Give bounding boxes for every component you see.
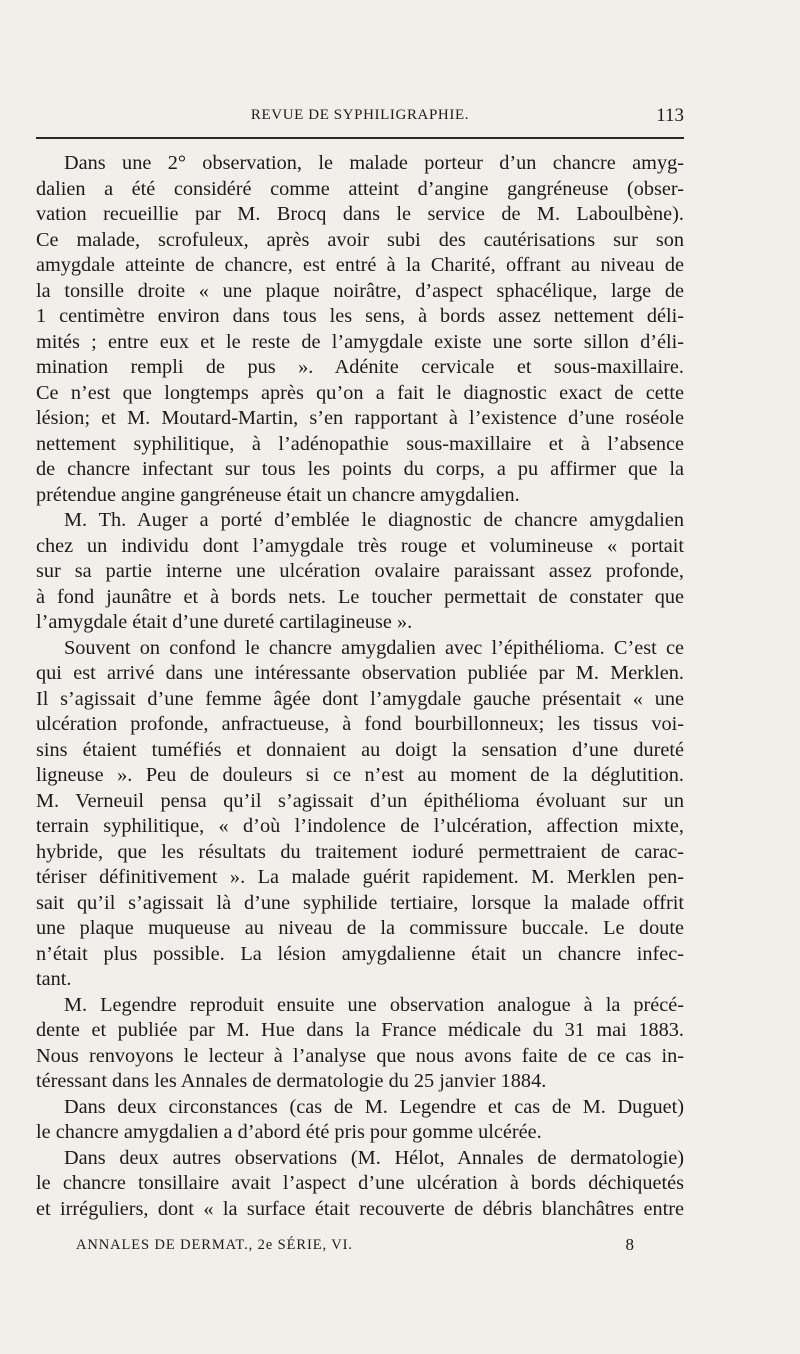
text-line: ligneuse ». Peu de douleurs si ce n’est au moment de la déglutition. bbox=[36, 764, 684, 786]
text-line: tant. bbox=[36, 968, 72, 990]
text-line: lésion; et M. Moutard-Martin, s’en rapportant à l’existence d’une roséole bbox=[36, 407, 684, 429]
signature-line: ANNALES DE DERMAT., 2e SÉRIE, VI. bbox=[76, 1237, 353, 1253]
text-line: mités ; entre eux et le reste de l’amygdale existe une sorte sillon d’éli- bbox=[36, 330, 684, 353]
text-line: le chancre amygdalien a d’abord été pris pour gomme ulcérée. bbox=[36, 1121, 542, 1143]
text-line: M. Legendre reproduit ensuite une observation analogue à la précé- bbox=[64, 993, 684, 1016]
text-line: de chancre infectant sur tous les points du corps, a pu affirmer que la bbox=[36, 458, 684, 480]
signature-mark: 8 bbox=[625, 1235, 634, 1254]
running-head bbox=[36, 105, 684, 129]
text-line: téressant dans les Annales de dermatologie du 25 janvier 1884. bbox=[36, 1070, 547, 1092]
text-line: Dans deux autres observations (M. Hélot, Annales de dermatologie) bbox=[64, 1146, 684, 1169]
text-line: sur sa partie interne une ulcération ovalaire paraissant assez profonde, bbox=[36, 560, 684, 582]
footer bbox=[36, 1235, 684, 1259]
text-line: une plaque muqueuse au niveau de la commissure buccale. Le doute bbox=[36, 917, 684, 939]
text-line: et irréguliers, dont « la surface était recouverte de débris blanchâtres entre bbox=[36, 1197, 684, 1220]
page-number: 113 bbox=[656, 105, 684, 126]
header-rule bbox=[36, 137, 684, 139]
text-line: Dans une 2° observation, le malade porteur d’un chancre amyg- bbox=[64, 152, 684, 174]
text-line: Nous renvoyons le lecteur à l’analyse que nous avons faite de ce cas in- bbox=[36, 1044, 684, 1067]
text-line: la tonsille droite « une plaque noirâtre, d’aspect sphacélique, large de bbox=[36, 279, 684, 302]
text-line: nettement syphilitique, à l’adénopathie sous-maxillaire et à l’absence bbox=[36, 432, 684, 455]
text-line: chez un individu dont l’amygdale très rouge et volumineuse « portait bbox=[36, 534, 684, 557]
text-line: ulcération profonde, anfractueuse, à fond bourbillonneux; les tissus voi- bbox=[36, 713, 684, 735]
text-line: dalien a été considéré comme atteint d’angine gangréneuse (obser- bbox=[36, 177, 684, 200]
text-line: hybride, que les résultats du traitement ioduré permettraient de carac- bbox=[36, 840, 684, 863]
text-line: n’était plus possible. La lésion amygdalienne était un chancre infec- bbox=[36, 942, 684, 965]
text-line: M. Th. Auger a porté d’emblée le diagnostic de chancre amygdalien bbox=[64, 509, 684, 531]
body-text bbox=[36, 151, 684, 1222]
text-line: Ce n’est que longtemps après qu’on a fait le diagnostic exact de cette bbox=[36, 381, 684, 404]
text-line: sins étaient tuméfiés et donnaient au doigt la sensation d’une dureté bbox=[36, 738, 684, 761]
text-line: sait qu’il s’agissait là d’une syphilide tertiaire, lorsque la malade offrit bbox=[36, 891, 684, 914]
text-line: à fond jaunâtre et à bords nets. Le toucher permettait de constater que bbox=[36, 585, 684, 608]
text-line: l’amygdale était d’une dureté cartilagineuse ». bbox=[36, 611, 413, 633]
text-line: prétendue angine gangréneuse était un chancre amygdalien. bbox=[36, 483, 520, 506]
text-line: M. Verneuil pensa qu’il s’agissait d’un épithélioma évoluant sur un bbox=[36, 789, 684, 812]
text-line: Ce malade, scrofuleux, après avoir subi des cautérisations sur son bbox=[36, 228, 684, 251]
text-line: qui est arrivé dans une intéressante observation publiée par M. Merklen. bbox=[36, 662, 684, 684]
text-line: Souvent on confond le chancre amygdalien avec l’épithélioma. C’est ce bbox=[64, 636, 684, 659]
text-line: vation recueillie par M. Brocq dans le service de M. Laboulbène). bbox=[36, 203, 684, 225]
running-title: REVUE DE SYPHILIGRAPHIE. bbox=[250, 107, 470, 123]
text-line: mination rempli de pus ». Adénite cervicale et sous-maxillaire. bbox=[36, 356, 684, 378]
text-line: tériser définitivement ». La malade guérit rapidement. M. Merklen pen- bbox=[36, 866, 684, 888]
text-line: Il s’agissait d’une femme âgée dont l’amygdale gauche présentait « une bbox=[36, 687, 684, 710]
text-line: amygdale atteinte de chancre, est entré à la Charité, offrant au niveau de bbox=[36, 254, 684, 276]
text-line: dente et publiée par M. Hue dans la France médicale du 31 mai 1883. bbox=[36, 1019, 684, 1041]
text-line: 1 centimètre environ dans tous les sens, à bords assez nettement déli- bbox=[36, 305, 684, 327]
text-line: Dans deux circonstances (cas de M. Legendre et cas de M. Duguet) bbox=[64, 1095, 684, 1118]
text-line: terrain syphilitique, « d’où l’indolence de l’ulcération, affection mixte, bbox=[36, 815, 684, 837]
text-line: le chancre tonsillaire avait l’aspect d’une ulcération à bords déchiquetés bbox=[36, 1172, 684, 1194]
